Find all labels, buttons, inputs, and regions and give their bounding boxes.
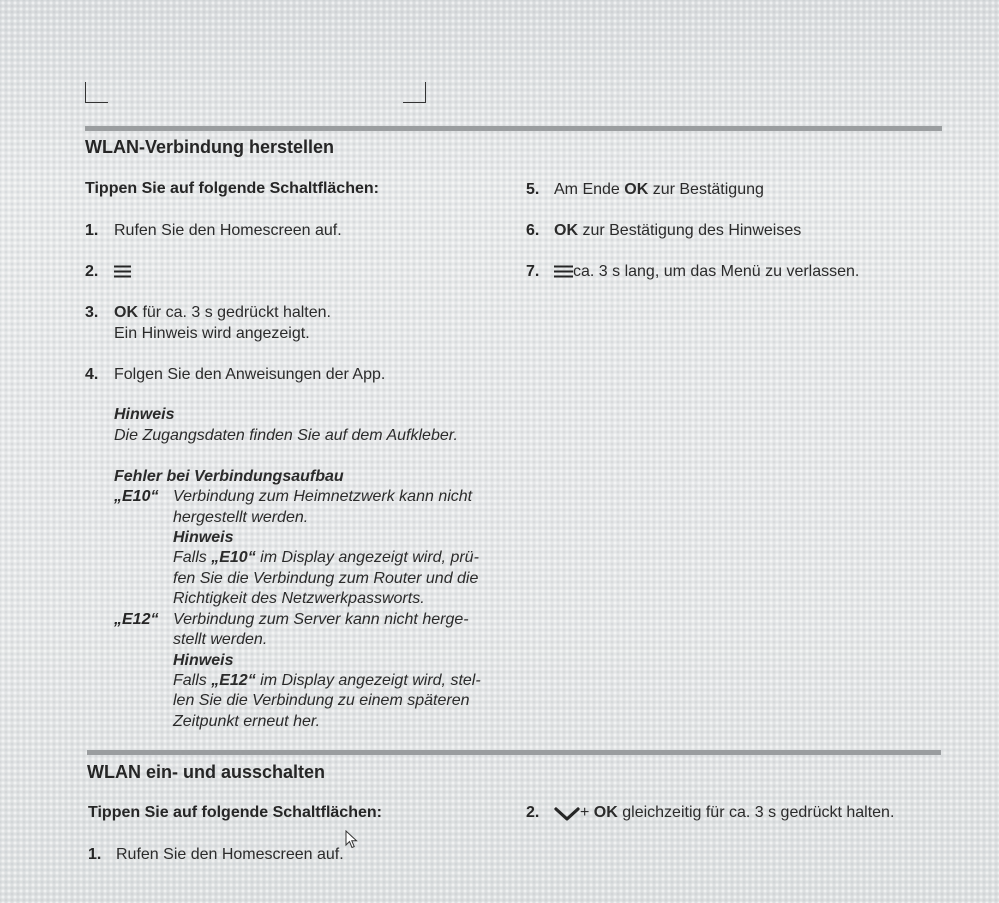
hint-text: len Sie die Verbindung zu einem späteren <box>173 692 470 709</box>
step-text <box>554 222 801 240</box>
ok-label: OK <box>624 181 649 198</box>
hint-pre: Falls <box>173 672 212 689</box>
crop-mark-right <box>403 82 426 103</box>
step-number: 2. <box>85 263 99 280</box>
hint-title: Hinweis <box>173 529 234 546</box>
error-code: „E12“ <box>114 611 159 628</box>
ok-label: OK <box>593 804 618 821</box>
hint-post: im Display angezeigt wird, stel- <box>255 672 481 689</box>
step-text-rest: für ca. 3 s gedrückt halten. <box>138 304 331 321</box>
ok-label: OK <box>554 222 578 239</box>
step-number: 5. <box>526 181 540 198</box>
step-number: 2. <box>526 804 540 821</box>
note-title: Hinweis <box>114 406 175 423</box>
step-text <box>114 304 331 322</box>
error-code: „E10“ <box>114 488 159 505</box>
step-number: 1. <box>85 222 99 239</box>
ok-label: OK <box>114 304 138 321</box>
step-text-rest: zur Bestätigung <box>648 181 764 198</box>
section-title-wlan-toggle: WLAN ein- und ausschalten <box>87 762 326 782</box>
crop-mark-left <box>85 82 108 103</box>
step-text: Folgen Sie den Anweisungen der App. <box>114 366 386 383</box>
hint-text: Zeitpunkt erneut her. <box>173 713 321 730</box>
section-divider <box>85 126 942 131</box>
hint-pre: Falls <box>173 549 212 566</box>
hint-text: fen Sie die Verbindung zum Router und die <box>173 570 479 587</box>
section-intro: Tippen Sie auf folgende Schaltflächen: <box>88 804 382 821</box>
menu-icon <box>114 265 131 283</box>
step-text-pre: Am Ende <box>554 181 625 198</box>
error-text: stellt werden. <box>173 631 268 648</box>
note-text: Die Zugangsdaten finden Sie auf dem Aufkleber. <box>114 427 458 444</box>
hint-title: Hinweis <box>173 652 234 669</box>
step-text <box>580 804 894 822</box>
step-number: 7. <box>526 263 540 280</box>
error-text: Verbindung zum Heimnetzwerk kann nicht <box>173 488 473 505</box>
hint-text <box>173 549 479 567</box>
step-joiner: + <box>580 804 594 821</box>
hint-text: Richtigkeit des Netzwerkpassworts. <box>173 590 425 607</box>
step-text-rest: gleichzeitig für ca. 3 s gedrückt halten. <box>617 804 895 821</box>
errors-title: Fehler bei Verbindungsaufbau <box>114 468 344 485</box>
section-divider <box>87 750 941 755</box>
step-text: Rufen Sie den Homescreen auf. <box>116 846 344 863</box>
step-text <box>554 181 764 199</box>
hint-post: im Display angezeigt wird, prü- <box>255 549 479 566</box>
mouse-cursor-icon <box>345 830 359 855</box>
step-text: Rufen Sie den Homescreen auf. <box>114 222 342 239</box>
hint-code: „E10“ <box>211 549 256 566</box>
menu-icon <box>554 265 573 283</box>
error-text: Verbindung zum Server kann nicht herge- <box>173 611 469 628</box>
step-number: 3. <box>85 304 99 321</box>
section-intro: Tippen Sie auf folgende Schaltflächen: <box>85 180 379 197</box>
step-text-rest: zur Bestätigung des Hinweises <box>578 222 802 239</box>
step-number: 4. <box>85 366 99 383</box>
hint-code: „E12“ <box>211 672 256 689</box>
error-text: hergestellt werden. <box>173 509 309 526</box>
chevron-down-icon <box>554 806 580 827</box>
section-title-wlan-connect: WLAN-Verbindung herstellen <box>85 137 335 157</box>
step-number: 6. <box>526 222 540 239</box>
step-text-line2: Ein Hinweis wird angezeigt. <box>114 325 310 342</box>
hint-text <box>173 672 481 690</box>
step-text: ca. 3 s lang, um das Menü zu verlassen. <box>573 263 860 280</box>
step-number: 1. <box>88 846 102 863</box>
